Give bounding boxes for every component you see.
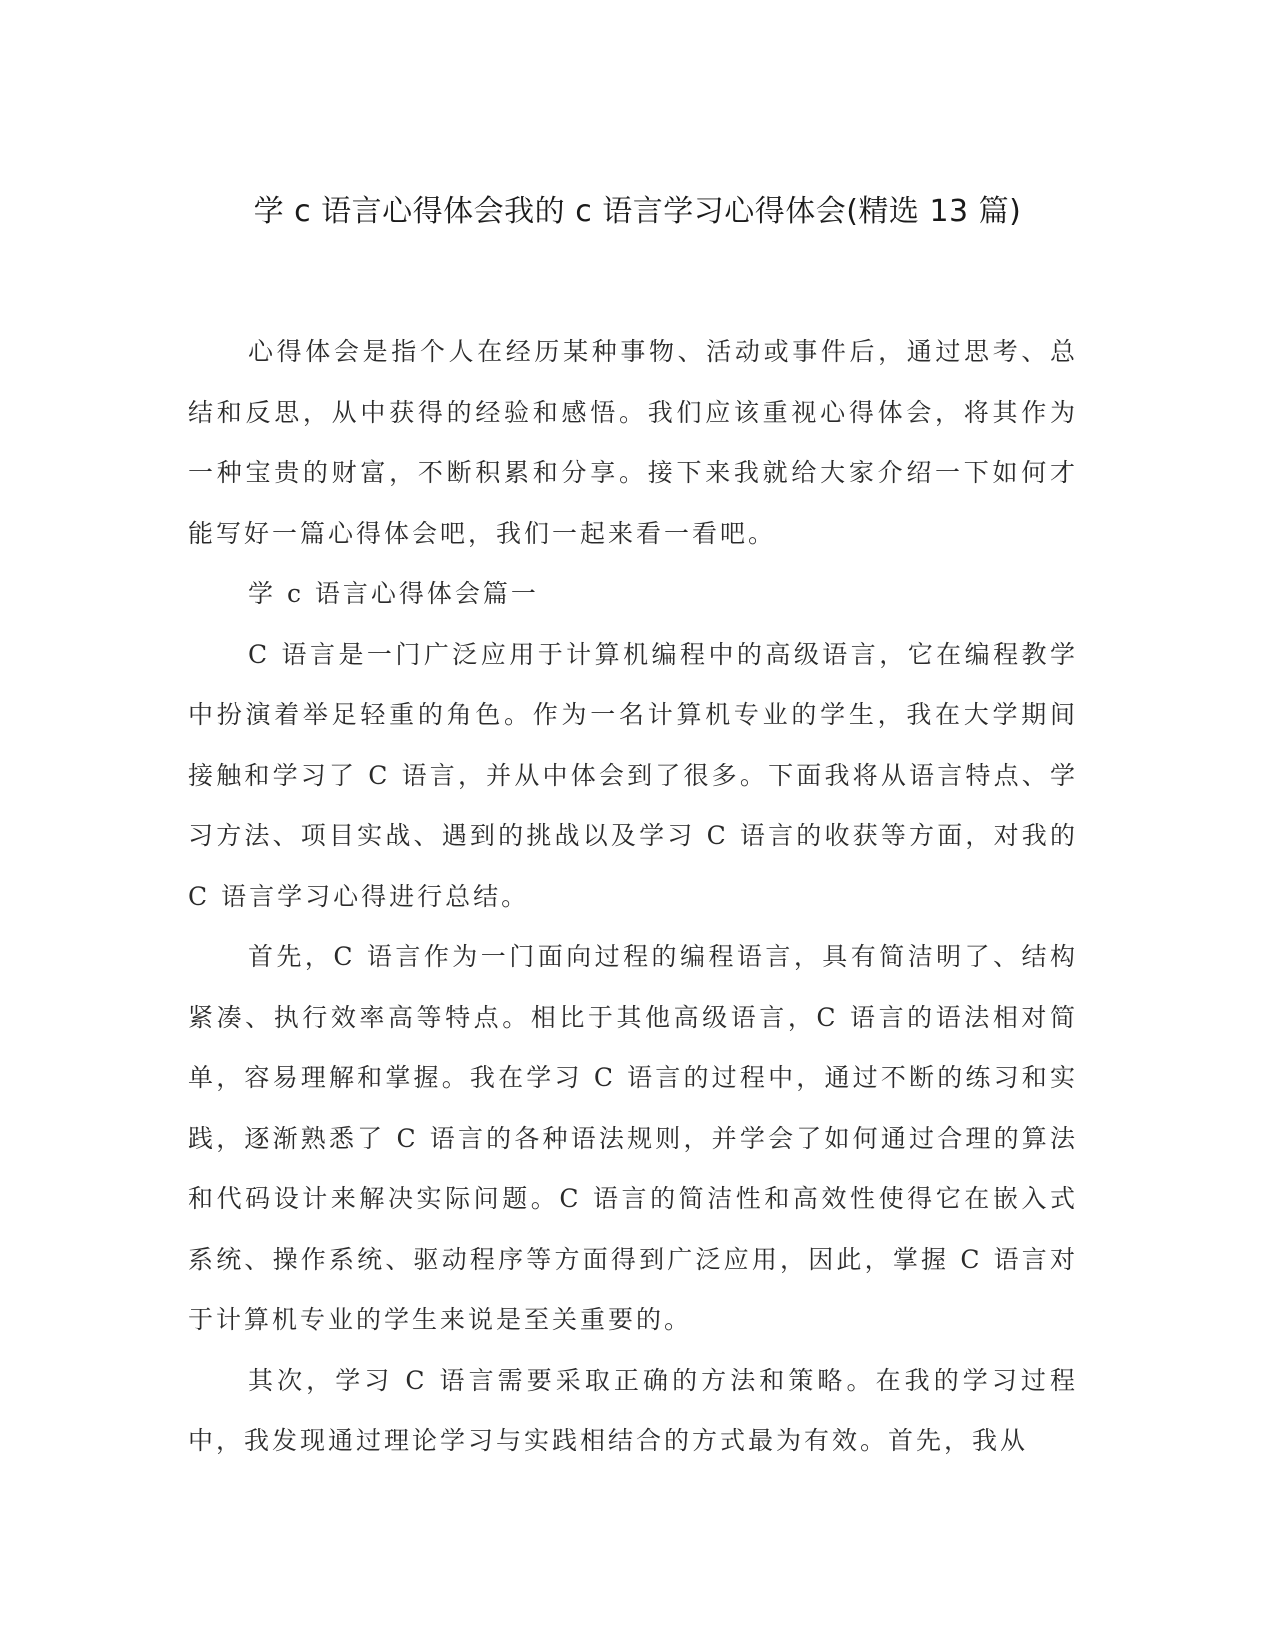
body-paragraph: 其次，学习 C 语言需要采取正确的方法和策略。在我的学习过程中，我发现通过理论学习与实践相结合的方式最为有效。首先，我从: [188, 1365, 1078, 1455]
body-paragraph: 首先，C 语言作为一门面向过程的编程语言，具有简洁明了、结构紧凑、执行效率高等特点。相比于其他高级语言，C 语言的语法相对简单，容易理解和掌握。我在学习 C 语言的过程中，通过不断的练习和实践，逐渐熟悉了 C 语言的各种语法规则，并学会了如何通过合理的算法和代码设计来解决实际问题。C 语言的简洁性和高效性使得它在嵌入式系统、操作系统、驱动程序等方面得到广泛应用，因此，掌握 C 语言对于计算机专业的学生来说是至关重要的。: [188, 942, 1078, 1334]
section-heading: 学 c 语言心得体会篇一: [248, 579, 539, 608]
document-title: 学 c 语言心得体会我的 c 语言学习心得体会(精选 13 篇): [253, 194, 1022, 229]
body-paragraph: C 语言是一门广泛应用于计算机编程中的高级语言，它在编程教学中扮演着举足轻重的角色。作为一名计算机专业的学生，我在大学期间接触和学习了 C 语言，并从中体会到了很多。下面我将从语言特点、学习方法、项目实战、遇到的挑战以及学习 C 语言的收获等方面，对我的 C 语言学习心得进行总结。: [188, 639, 1078, 911]
document-body: [188, 322, 1078, 1472]
intro-paragraph: 心得体会是指个人在经历某种事物、活动或事件后，通过思考、总结和反思，从中获得的经验和感悟。我们应该重视心得体会，将其作为一种宝贵的财富，不断积累和分享。接下来我就给大家介绍一下如何才能写好一篇心得体会吧，我们一起来看一看吧。: [188, 337, 1078, 548]
